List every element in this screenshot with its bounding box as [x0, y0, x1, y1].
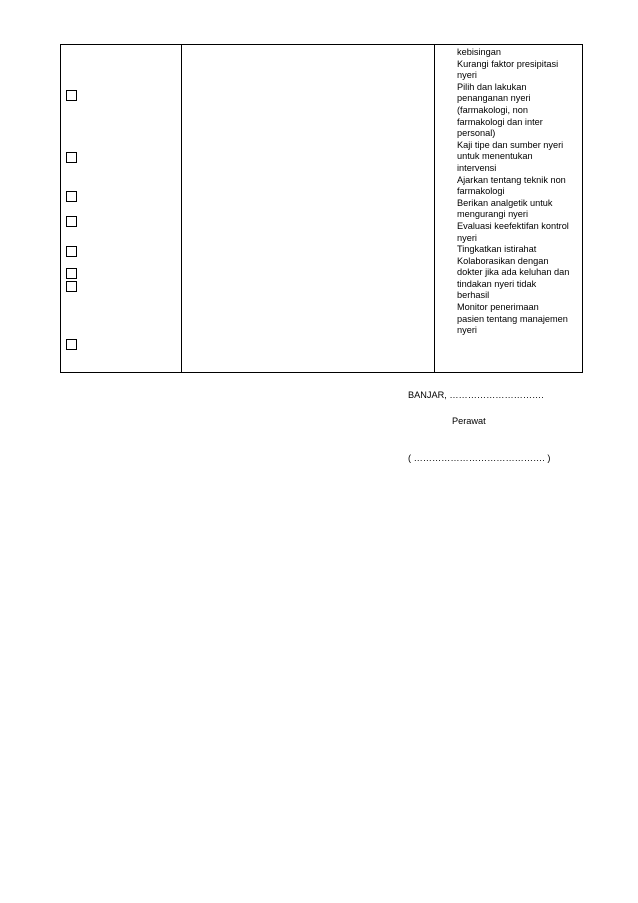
intervention-text-column: [457, 47, 585, 337]
checkbox-pilih-penanganan[interactable]: [66, 90, 77, 101]
intervention-line: mengurangi nyeri: [457, 209, 528, 220]
intervention-line: Kaji tipe dan sumber nyeri: [457, 139, 564, 150]
intervention-line: Kolaborasikan dengan: [457, 255, 549, 266]
checkbox-ajarkan-teknik[interactable]: [66, 191, 77, 202]
intervention-line: Ajarkan tentang teknik non: [457, 174, 566, 185]
intervention-line: Pilih dan lakukan: [457, 81, 527, 92]
intervention-line: kebisingan: [457, 47, 501, 57]
intervention-line: Tingkatkan istirahat: [457, 244, 537, 255]
checkbox-berikan-analgetik[interactable]: [66, 216, 77, 227]
intervention-line: penanganan nyeri: [457, 93, 531, 104]
intervention-line: nyeri: [457, 325, 477, 336]
intervention-table: [60, 44, 583, 373]
checkbox-kaji-tipe[interactable]: [66, 152, 77, 163]
signature-name-blank: ( ……………………………………. ): [408, 453, 551, 463]
checkbox-evaluasi-kontrol[interactable]: [66, 246, 77, 257]
intervention-line: berhasil: [457, 290, 490, 301]
intervention-line: nyeri: [457, 70, 477, 81]
signature-place-date: BANJAR, ………………………….: [408, 390, 544, 400]
intervention-line: dokter jika ada keluhan dan: [457, 267, 570, 278]
intervention-line: farmakologi dan inter: [457, 116, 543, 127]
column-divider-1: [181, 45, 182, 372]
intervention-line: Monitor penerimaan: [457, 302, 539, 313]
checkbox-kolaborasi-dokter[interactable]: [66, 281, 77, 292]
intervention-line: nyeri: [457, 232, 477, 243]
intervention-line: (farmakologi, non: [457, 104, 528, 115]
intervention-line: tindakan nyeri tidak: [457, 278, 537, 289]
intervention-line: Kurangi faktor presipitasi: [457, 58, 559, 69]
intervention-line: untuk menentukan: [457, 151, 533, 162]
intervention-line: Berikan analgetik untuk: [457, 197, 553, 208]
intervention-line: pasien tentang manajemen: [457, 313, 568, 324]
column-divider-2: [434, 45, 435, 372]
intervention-line: personal): [457, 128, 496, 139]
intervention-line: Evaluasi keefektifan kontrol: [457, 220, 569, 231]
signature-role: Perawat: [452, 416, 486, 426]
intervention-line: intervensi: [457, 162, 497, 173]
intervention-line: farmakologi: [457, 186, 505, 197]
checkbox-tingkatkan-istirahat[interactable]: [66, 268, 77, 279]
checkbox-monitor-penerimaan[interactable]: [66, 339, 77, 350]
